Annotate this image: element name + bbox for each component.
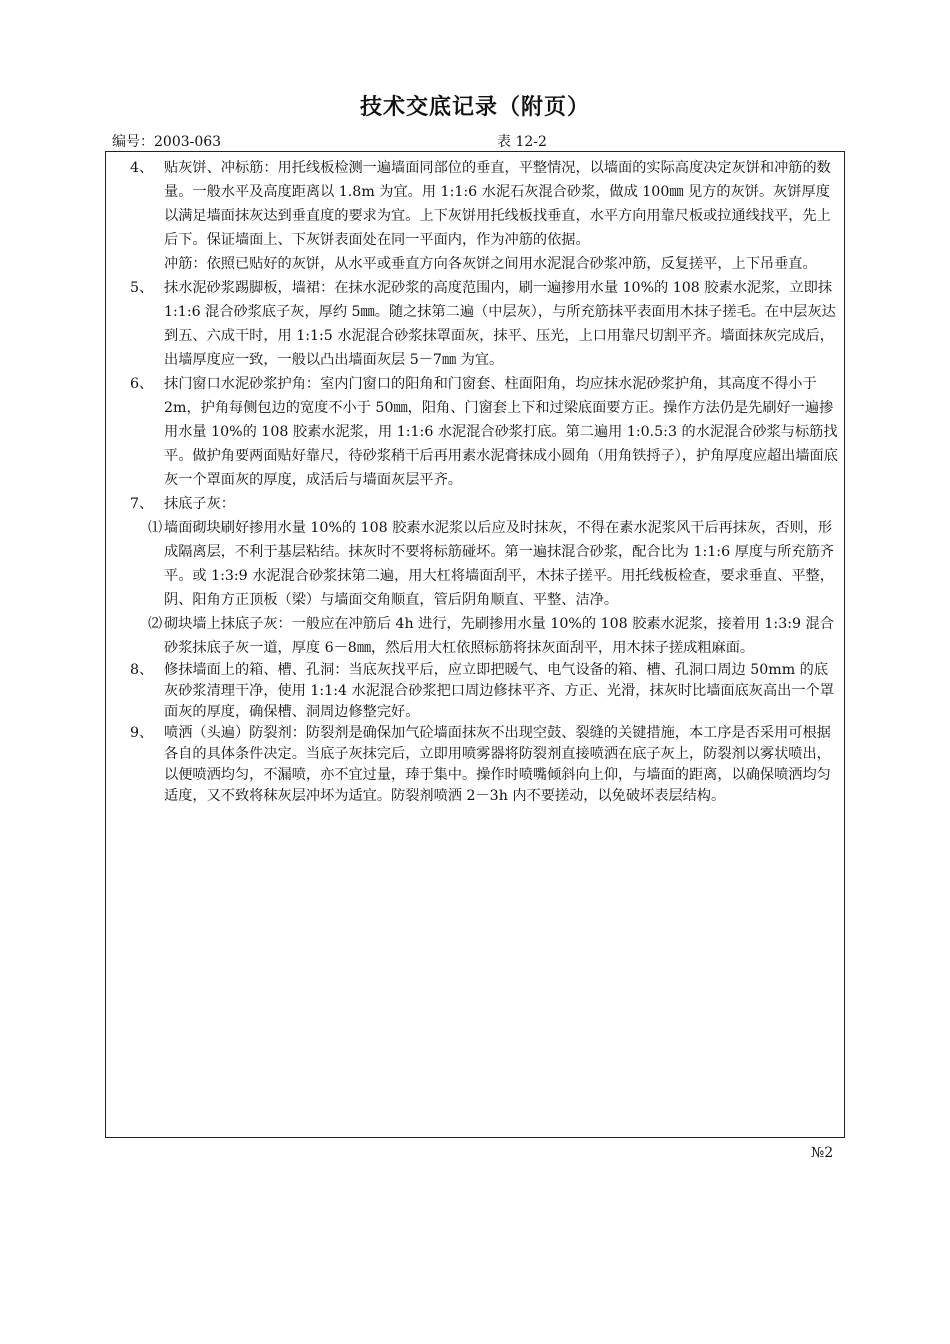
item-number: 9、 (130, 725, 154, 741)
list-item (130, 252, 838, 276)
list-item (130, 372, 838, 492)
sub-item-text: 墙面砌块刷好掺用水量 10%的 108 胶素水泥浆以后应及时抹灰，不得在素水泥浆风干后再抹灰，否则，形成隔离层，不利于基层粘结。抹灰时不要将标筋碰坏。第一遍抹混合砂浆，配合比为 1:1:6 厚度与所充筋齐平。或 1:3:9 水泥混合砂浆抹第二遍，用大杠将墙面刮平，木抹子搓平。用托线板检查，要求垂直、平整，阴、阳角方正顶板（梁）与墙面交角顺直，管后阴角顺直、平整、洁净。 (164, 520, 834, 608)
item-number: 4、 (130, 160, 154, 176)
content-body (130, 156, 838, 807)
sub-item (130, 516, 838, 612)
item-number: 5、 (130, 280, 154, 296)
list-item (130, 723, 838, 807)
item-text: 抹水泥砂浆踢脚板，墙裙：在抹水泥砂浆的高度范围内，刷一遍掺用水量 10%的 108 胶素水泥浆，立即抹 1:1:6 混合砂浆底子灰，厚约 5㎜。随之抹第二遍（中层灰），与所充筋抹平表面用木抹子搓毛。在中层灰达到五、六成干时，用 1:1:5 水泥混合砂浆抹罩面灰，抹平、压光，上口用靠尺切割平齐。墙面抹灰完成后，出墙厚度应一致，一般以凸出墙面灰层 5－7㎜ 为宜。 (164, 280, 836, 368)
item-number: 6、 (130, 376, 154, 392)
item-text: 抹门窗口水泥砂浆护角：室内门窗口的阳角和门窗套、柱面阳角，均应抹水泥砂浆护角，其高度不得小于 2m，护角每侧包边的宽度不小于 50㎜，阳角、门窗套上下和过梁底面要方正。操作方法仍是先刷好一遍掺用水量 10%的 108 胶素水泥浆，用 1:1:6 水泥混合砂浆打底。第二遍用 1:0.5:3 的水泥混合砂浆与标筋找平。做护角要两面贴好靠尺，待砂浆稍干后再用素水泥膏抹成小圆角（用角铁捋子），护角厚度应超出墙面底灰一个罩面灰的厚度，成活后与墙面灰层平齐。 (164, 376, 838, 488)
page-title: 技术交底记录（附页） (359, 94, 590, 120)
list-item (130, 660, 838, 723)
sub-item-number: ⑵ (148, 616, 163, 632)
item-text: 喷洒（头遍）防裂剂：防裂剂是确保加气砼墙面抹灰不出现空鼓、裂缝的关键措施，本工序是否采用可根据各自的具体条件决定。当底子灰抹完后，立即用喷雾器将防裂剂直接喷洒在底子灰上，防裂剂以雾状喷出，以便喷洒均匀，不漏喷，亦不宜过量，琫于集中。操作时喷嘴倾斜向上仰，与墙面的距离，以确保喷洒均匀适度，又不致将秣灰层冲坏为适宜。防裂剂喷洒 2－3h 内不要搓动，以免破坏表层结构。 (164, 725, 831, 804)
item-text: 冲筋：依照已贴好的灰饼，从水平或垂直方向各灰饼之间用水泥混合砂浆冲筋，反复搓平，上下吊垂直。 (164, 256, 817, 272)
item-number: 7、 (130, 496, 154, 512)
sub-item-text: 砌块墙上抹底子灰：一般应在冲筋后 4h 进行，先刷掺用水量 10%的 108 胶素水泥浆，接着用 1:3:9 混合砂浆抹底子灰一道，厚度 6－8㎜，然后用大杠依照标筋将抹灰面刮平，用木抹子搓成粗麻面。 (164, 616, 834, 656)
list-item (130, 492, 838, 516)
item-text: 修抹墙面上的箱、槽、孔洞：当底灰找平后，应立即把暖气、电气设备的箱、槽、孔洞口周边 50mm 的底灰砂浆清理干净，使用 1:1:4 水泥混合砂浆把口周边修抹平齐、方正、光滑，抹灰时比墙面底灰高出一个罩面灰的厚度，确保槽、洞周边修整完好。 (164, 662, 834, 720)
item-number: 8、 (130, 662, 154, 678)
list-item (130, 156, 838, 252)
sub-item (130, 612, 838, 660)
page-number: №2 (811, 1145, 834, 1161)
table-number: 表 12-2 (497, 134, 547, 150)
document-code: 编号：2003-063 (112, 134, 222, 150)
item-text: 贴灰饼、冲标筋：用托线板检测一遍墙面同部位的垂直，平整情况，以墙面的实际高度决定灰饼和冲筋的数量。一般水平及高度距离以 1.8m 为宜。用 1:1:6 水泥石灰混合砂浆，做成 100㎜ 见方的灰饼。灰饼厚度以满足墙面抹灰达到垂直度的要求为宜。上下灰饼用托线板找垂直，水平方向用靠尺板或拉通线找平，先上后下。保证墙面上、下灰饼表面处在同一平面内，作为冲筋的依据。 (164, 160, 831, 248)
list-item (130, 276, 838, 372)
item-text: 抹底子灰： (164, 496, 235, 512)
sub-item-number: ⑴ (148, 520, 163, 536)
